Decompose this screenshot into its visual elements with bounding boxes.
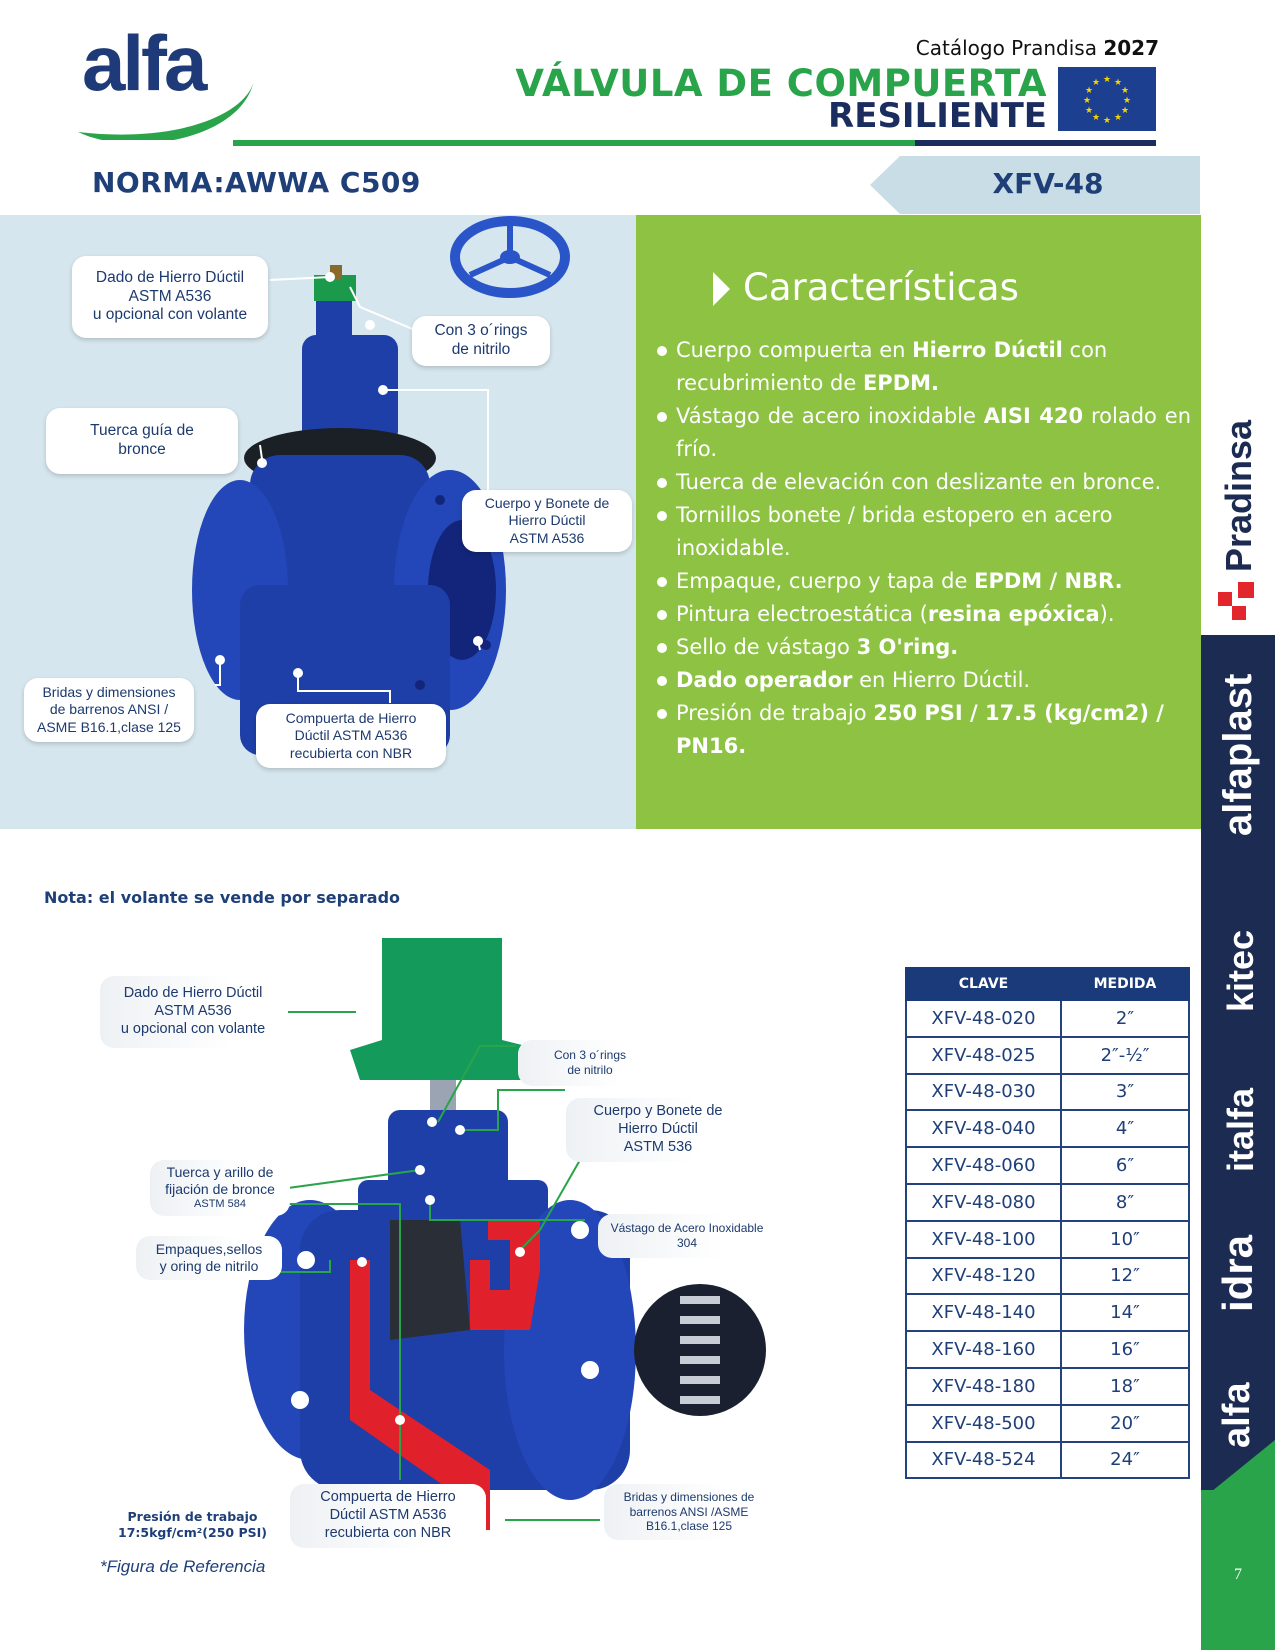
features-list bbox=[655, 334, 1191, 763]
table-row bbox=[906, 1184, 1189, 1221]
standard-label: NORMA:AWWA C509 bbox=[92, 166, 421, 199]
cell-clave: XFV-48-030 bbox=[906, 1074, 1061, 1111]
pressure-note: Presión de trabajo 17:5kgf/cm²(250 PSI) bbox=[118, 1509, 267, 1541]
table-row bbox=[906, 1405, 1189, 1442]
table-row bbox=[906, 1331, 1189, 1368]
feature-item: Tuerca de elevación con deslizante en bronce. bbox=[655, 466, 1191, 499]
callout-compuerta-top: Compuerta de Hierro Dúctil ASTM A536 recubierta con NBR bbox=[256, 704, 446, 768]
eu-flag-icon bbox=[1058, 67, 1156, 131]
features-heading: Características bbox=[743, 266, 1019, 309]
callout-orings-bottom: Con 3 o´rings de nitrilo bbox=[518, 1040, 662, 1086]
brand-alfaplast: alfaplast bbox=[1216, 673, 1260, 836]
brand-kitec: kitec bbox=[1220, 929, 1261, 1012]
cell-medida: 10″ bbox=[1061, 1221, 1189, 1258]
header-rule-green bbox=[233, 140, 915, 146]
callout-dado-top: Dado de Hierro Dúctil ASTM A536 u opcional con volante bbox=[72, 256, 268, 338]
cell-medida: 3″ bbox=[1061, 1074, 1189, 1111]
page-title: VÁLVULA DE COMPUERTA bbox=[515, 62, 1047, 105]
cell-clave: XFV-48-020 bbox=[906, 1000, 1061, 1037]
svg-text:★: ★ bbox=[1102, 75, 1112, 85]
table-row bbox=[906, 1221, 1189, 1258]
callout-bridas-top: Bridas y dimensiones de barrenos ANSI / ASME B16.1,clase 125 bbox=[24, 678, 194, 742]
svg-text:★: ★ bbox=[1082, 96, 1092, 106]
svg-text:★: ★ bbox=[1113, 113, 1123, 123]
svg-text:★: ★ bbox=[1091, 78, 1101, 88]
note-handwheel: Nota: el volante se vende por separado bbox=[44, 888, 401, 907]
callout-vastago-bottom: Vástago de Acero Inoxidable 304 bbox=[598, 1214, 776, 1258]
callout-tuerca-bottom: Tuerca y arillo de fijación de bronce ASTM 584 bbox=[150, 1160, 290, 1216]
svg-text:★: ★ bbox=[1084, 106, 1094, 116]
feature-item: Empaque, cuerpo y tapa de EPDM / NBR. bbox=[655, 565, 1191, 598]
cell-clave: XFV-48-140 bbox=[906, 1294, 1061, 1331]
callout-orings-top: Con 3 o´rings de nitrilo bbox=[412, 316, 550, 366]
svg-text:★: ★ bbox=[1102, 116, 1112, 126]
feature-item: Cuerpo compuerta en Hierro Dúctil con recubrimiento de EPDM. bbox=[655, 334, 1191, 400]
callout-bridas-bottom: Bridas y dimensiones de barrenos ANSI /ASME B16.1,clase 125 bbox=[604, 1484, 774, 1540]
brand-italfa: italfa bbox=[1220, 1087, 1261, 1172]
table-row bbox=[906, 1442, 1189, 1479]
feature-item: Pintura electroestática (resina epóxica). bbox=[655, 598, 1191, 631]
table-row bbox=[906, 1000, 1189, 1037]
callout-cuerpo-bottom: Cuerpo y Bonete de Hierro Dúctil ASTM 536 bbox=[566, 1098, 750, 1162]
callout-cuerpo-top: Cuerpo y Bonete de Hierro Dúctil ASTM A536 bbox=[462, 490, 632, 552]
table-row bbox=[906, 1294, 1189, 1331]
cell-medida: 14″ bbox=[1061, 1294, 1189, 1331]
heading-arrow-icon bbox=[713, 272, 730, 306]
cell-medida: 12″ bbox=[1061, 1258, 1189, 1295]
cell-medida: 18″ bbox=[1061, 1368, 1189, 1405]
cell-medida: 8″ bbox=[1061, 1184, 1189, 1221]
table-row bbox=[906, 1147, 1189, 1184]
figure-reference-note: *Figura de Referencia bbox=[100, 1557, 266, 1576]
brand-idra: idra bbox=[1214, 1234, 1261, 1312]
callout-compuerta-bottom: Compuerta de Hierro Dúctil ASTM A536 recubierta con NBR bbox=[290, 1484, 486, 1548]
col-header-clave: CLAVE bbox=[906, 968, 1061, 1000]
table-row bbox=[906, 1368, 1189, 1405]
cell-medida: 20″ bbox=[1061, 1405, 1189, 1442]
cell-medida: 2″-½″ bbox=[1061, 1037, 1189, 1074]
catalog-label: Catálogo Prandisa 2027 bbox=[915, 36, 1159, 60]
cell-clave: XFV-48-160 bbox=[906, 1331, 1061, 1368]
callout-tuerca-top: Tuerca guía de bronce bbox=[46, 408, 238, 474]
svg-text:★: ★ bbox=[1091, 113, 1101, 123]
cell-clave: XFV-48-060 bbox=[906, 1147, 1061, 1184]
table-row bbox=[906, 1074, 1189, 1111]
cell-clave: XFV-48-120 bbox=[906, 1258, 1061, 1295]
cell-medida: 24″ bbox=[1061, 1442, 1189, 1479]
table-row bbox=[906, 1110, 1189, 1147]
svg-text:★: ★ bbox=[1113, 78, 1123, 88]
pradinsa-logo-icon bbox=[1218, 578, 1262, 622]
feature-item: Presión de trabajo 250 PSI / 17.5 (kg/cm2) / PN16. bbox=[655, 697, 1191, 763]
cell-clave: XFV-48-080 bbox=[906, 1184, 1061, 1221]
col-header-medida: MEDIDA bbox=[1061, 968, 1189, 1000]
feature-item: Tornillos bonete / brida estopero en acero inoxidable. bbox=[655, 499, 1191, 565]
svg-text:★: ★ bbox=[1120, 86, 1130, 96]
callout-empaques-bottom: Empaques,sellos y oring de nitrilo bbox=[136, 1236, 282, 1280]
table-header-row bbox=[906, 968, 1189, 1000]
feature-item: Vástago de acero inoxidable AISI 420 rolado en frío. bbox=[655, 400, 1191, 466]
svg-text:★: ★ bbox=[1120, 106, 1130, 116]
cell-medida: 16″ bbox=[1061, 1331, 1189, 1368]
cell-clave: XFV-48-524 bbox=[906, 1442, 1061, 1479]
brand-alfa-side: alfa bbox=[1216, 1382, 1258, 1448]
brand-pradinsa: Pradinsa bbox=[1218, 419, 1259, 572]
cell-medida: 4″ bbox=[1061, 1110, 1189, 1147]
cell-clave: XFV-48-040 bbox=[906, 1110, 1061, 1147]
page-subtitle: RESILIENTE bbox=[828, 96, 1047, 136]
cell-clave: XFV-48-100 bbox=[906, 1221, 1061, 1258]
cell-clave: XFV-48-180 bbox=[906, 1368, 1061, 1405]
page-number: 7 bbox=[1234, 1566, 1242, 1583]
cell-clave: XFV-48-500 bbox=[906, 1405, 1061, 1442]
brand-logo: alfa bbox=[82, 19, 205, 107]
feature-item: Sello de vástago 3 O'ring. bbox=[655, 631, 1191, 664]
cell-clave: XFV-48-025 bbox=[906, 1037, 1061, 1074]
svg-text:★: ★ bbox=[1122, 96, 1132, 106]
model-code: XFV-48 bbox=[992, 167, 1104, 200]
cell-medida: 2″ bbox=[1061, 1000, 1189, 1037]
cell-medida: 6″ bbox=[1061, 1147, 1189, 1184]
callout-dado-bottom: Dado de Hierro Dúctil ASTM A536 u opcional con volante bbox=[100, 976, 286, 1048]
spec-table bbox=[905, 967, 1190, 1479]
table-row bbox=[906, 1258, 1189, 1295]
feature-item: Dado operador en Hierro Dúctil. bbox=[655, 664, 1191, 697]
header-rule-navy bbox=[915, 140, 1156, 146]
svg-text:★: ★ bbox=[1084, 86, 1094, 96]
table-row bbox=[906, 1037, 1189, 1074]
